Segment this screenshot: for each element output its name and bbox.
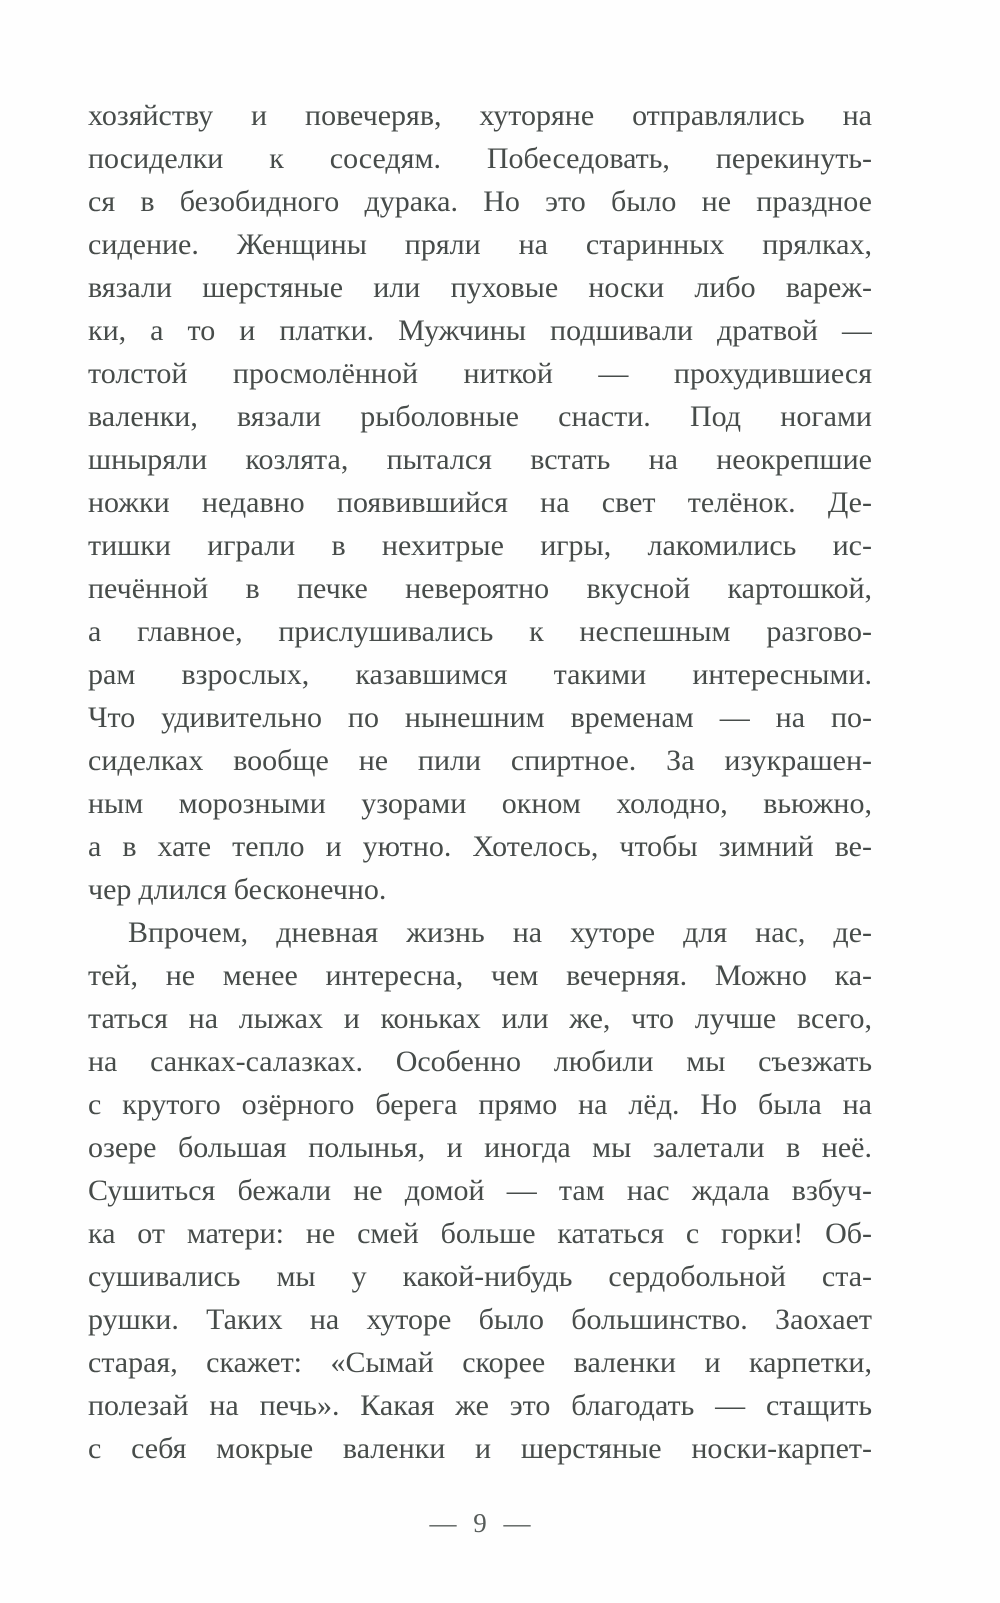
text-line: тей, не менее интересна, чем вечерняя. Можно ка- — [88, 959, 872, 992]
body-text — [88, 94, 872, 1470]
text-line: ным морозными узорами окном холодно, вьюжно, — [88, 787, 872, 820]
text-line: сидение. Женщины пряли на старинных прялках, — [88, 228, 872, 261]
text-line: валенки, вязали рыболовные снасти. Под ногами — [88, 400, 872, 433]
text-line: ножки недавно появившийся на свет телёнок. Де- — [88, 486, 872, 519]
text-line: с крутого озёрного берега прямо на лёд. Но была на — [88, 1088, 872, 1121]
text-line: хозяйству и повечеряв, хуторяне отправлялись на — [88, 99, 872, 132]
text-line: с себя мокрые валенки и шерстяные носки-карпет- — [88, 1432, 872, 1465]
text-line: а главное, прислушивались к неспешным разгово- — [88, 615, 872, 648]
text-line: Что удивительно по нынешним временам — на по- — [88, 701, 872, 734]
text-line-paragraph-start: Впрочем, дневная жизнь на хуторе для нас, де- — [128, 916, 872, 949]
text-line: сушивались мы у какой-нибудь сердобольной ста- — [88, 1260, 872, 1293]
text-line: вязали шерстяные или пуховые носки либо вареж- — [88, 271, 872, 304]
text-line: ся в безобидного дурака. Но это было не праздное — [88, 185, 872, 218]
text-line: ки, а то и платки. Мужчины подшивали дратвой — — [88, 314, 872, 347]
text-line-paragraph-end: чер длился бесконечно. — [88, 873, 387, 906]
text-line: озере большая полынья, и иногда мы залетали в неё. — [88, 1131, 872, 1164]
text-line: а в хате тепло и уютно. Хотелось, чтобы зимний ве- — [88, 830, 872, 863]
text-line: рам взрослых, казавшимся такими интересными. — [88, 658, 872, 691]
page-footer — [88, 1508, 872, 1539]
text-line: на санках-салазках. Особенно любили мы съезжать — [88, 1045, 872, 1078]
text-line: шныряли козлята, пытался встать на неокрепшие — [88, 443, 872, 476]
text-line: таться на лыжах и коньках или же, что лучше всего, — [88, 1002, 872, 1035]
text-line: толстой просмолённой ниткой — прохудившиеся — [88, 357, 872, 390]
text-line: посиделки к соседям. Побеседовать, перекинуть- — [88, 142, 872, 175]
text-line: полезай на печь». Какая же это благодать — стащить — [88, 1389, 872, 1422]
text-line: печённой в печке невероятно вкусной картошкой, — [88, 572, 872, 605]
text-line: ка от матери: не смей больше кататься с горки! Об- — [88, 1217, 872, 1250]
text-line: рушки. Таких на хуторе было большинство. Заохает — [88, 1303, 872, 1336]
text-line: тишки играли в нехитрые игры, лакомились ис- — [88, 529, 872, 562]
text-line: сиделках вообще не пили спиртное. За изукрашен- — [88, 744, 872, 777]
text-line: Сушиться бежали не домой — там нас ждала взбуч- — [88, 1174, 872, 1207]
page-number: — 9 — — [429, 1508, 531, 1538]
text-line: старая, скажет: «Сымай скорее валенки и карпетки, — [88, 1346, 872, 1379]
